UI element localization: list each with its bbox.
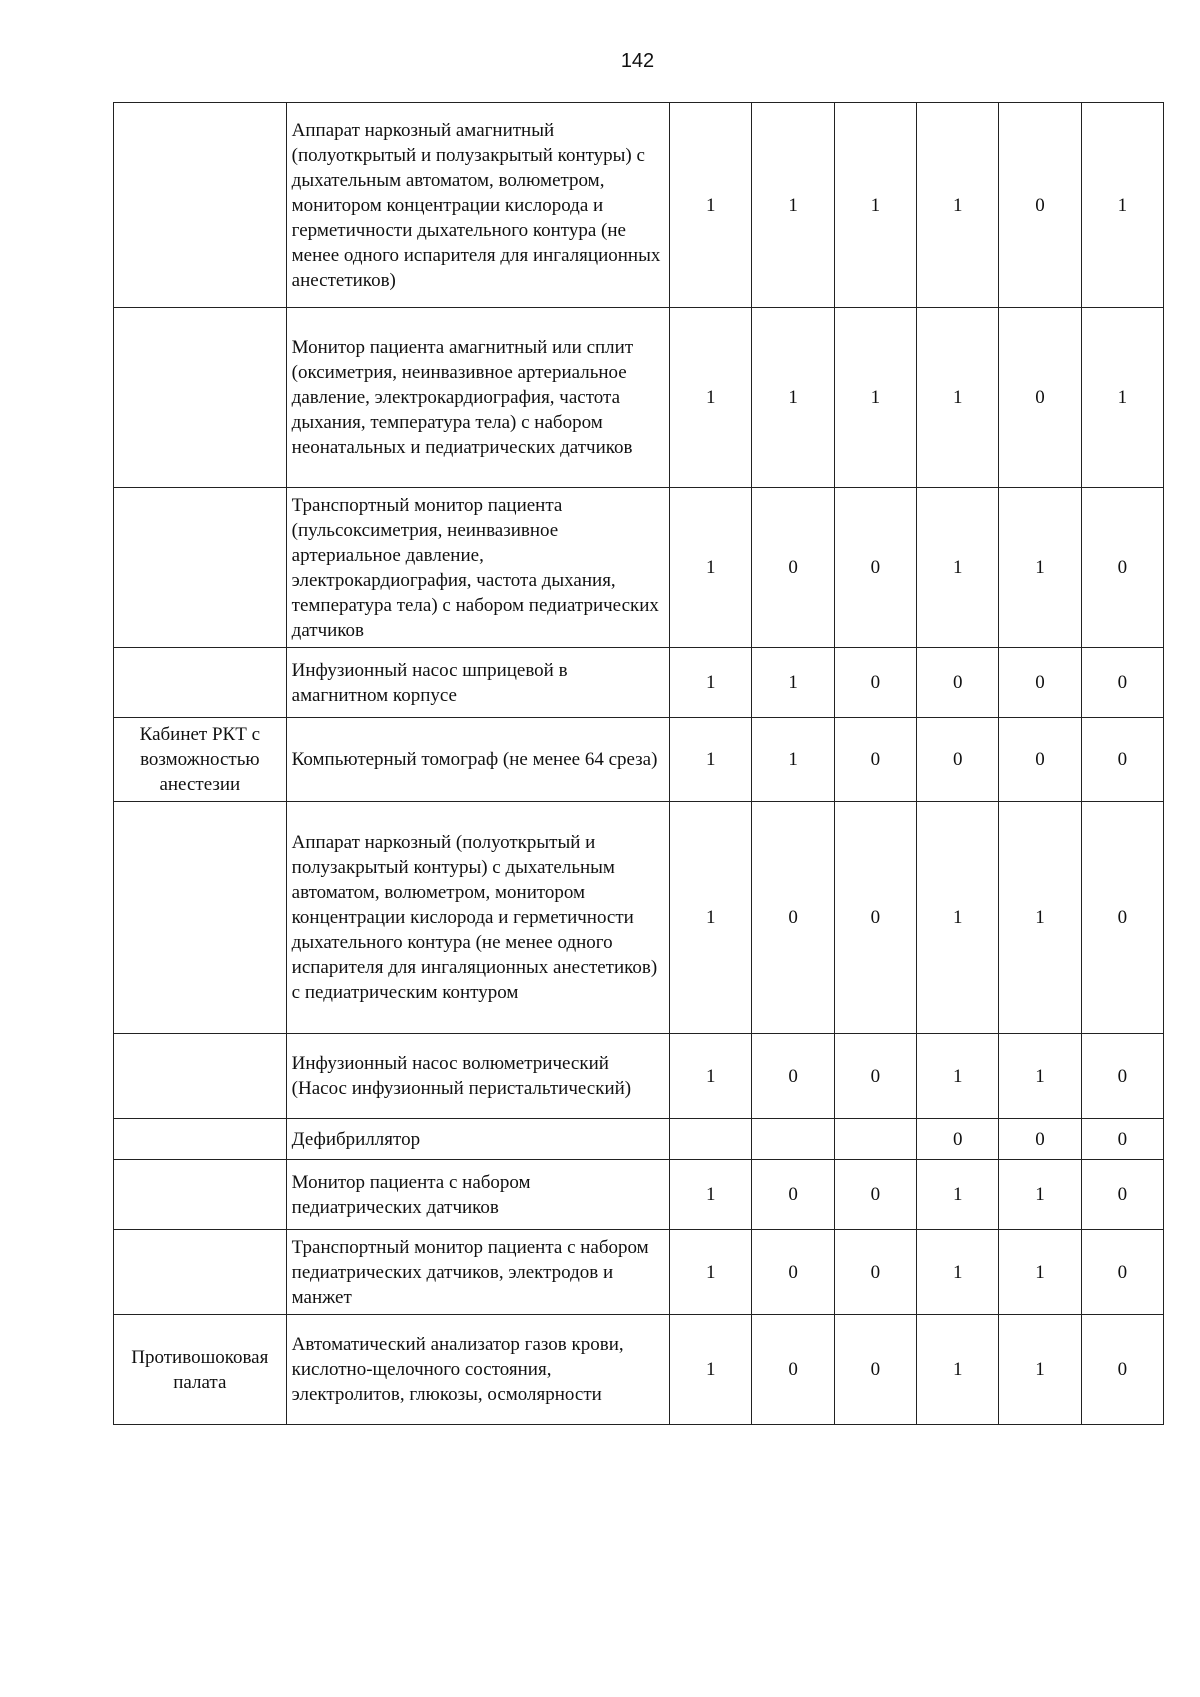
room-cell xyxy=(114,1119,287,1160)
quantity-cell: 0 xyxy=(834,1315,916,1425)
room-cell: Кабинет РКТ с возможностью анестезии xyxy=(114,718,287,802)
table-row xyxy=(114,718,1164,802)
equipment-description-cell: Монитор пациента с набором педиатрических датчиков xyxy=(286,1160,669,1230)
room-cell xyxy=(114,103,287,308)
quantity-cell: 0 xyxy=(999,718,1081,802)
quantity-cell: 0 xyxy=(834,802,916,1034)
quantity-cell: 1 xyxy=(917,802,999,1034)
quantity-cell: 0 xyxy=(999,308,1081,488)
quantity-cell: 0 xyxy=(917,718,999,802)
room-cell xyxy=(114,308,287,488)
room-cell xyxy=(114,648,287,718)
quantity-cell: 1 xyxy=(670,103,752,308)
quantity-cell: 0 xyxy=(1081,1034,1163,1119)
quantity-cell: 1 xyxy=(752,648,834,718)
quantity-cell: 0 xyxy=(1081,1230,1163,1315)
quantity-cell: 0 xyxy=(752,1230,834,1315)
quantity-cell xyxy=(834,1119,916,1160)
quantity-cell: 1 xyxy=(917,1034,999,1119)
room-cell xyxy=(114,1160,287,1230)
quantity-cell: 1 xyxy=(834,308,916,488)
equipment-description-cell: Инфузионный насос шприцевой в амагнитном корпусе xyxy=(286,648,669,718)
equipment-description-cell: Инфузионный насос волюметрический (Насос инфузионный перистальтический) xyxy=(286,1034,669,1119)
table-row xyxy=(114,1034,1164,1119)
equipment-description-cell: Компьютерный томограф (не менее 64 среза) xyxy=(286,718,669,802)
quantity-cell: 0 xyxy=(1081,718,1163,802)
quantity-cell: 1 xyxy=(999,488,1081,648)
quantity-cell: 1 xyxy=(917,1160,999,1230)
quantity-cell: 0 xyxy=(1081,648,1163,718)
room-cell xyxy=(114,1034,287,1119)
quantity-cell: 1 xyxy=(917,1315,999,1425)
table-row xyxy=(114,488,1164,648)
room-cell: Противошоковая палата xyxy=(114,1315,287,1425)
quantity-cell: 1 xyxy=(670,308,752,488)
equipment-description-cell: Автоматический анализатор газов крови, кислотно-щелочного состояния, электролитов, глюкозы, осмолярности xyxy=(286,1315,669,1425)
quantity-cell: 0 xyxy=(999,648,1081,718)
equipment-description-cell: Аппарат наркозный (полуоткрытый и полузакрытый контуры) с дыхательным автоматом, волюметром, монитором концентрации кислорода и герметичности дыхательного контура (не менее одного испарителя для ингаляционных анестетиков) с педиатрическим контуром xyxy=(286,802,669,1034)
quantity-cell: 0 xyxy=(834,718,916,802)
table-row xyxy=(114,103,1164,308)
room-cell xyxy=(114,1230,287,1315)
quantity-cell: 0 xyxy=(752,802,834,1034)
quantity-cell: 1 xyxy=(834,103,916,308)
quantity-cell: 1 xyxy=(999,1315,1081,1425)
quantity-cell: 1 xyxy=(670,1315,752,1425)
quantity-cell: 1 xyxy=(670,488,752,648)
equipment-description-cell: Транспортный монитор пациента с набором педиатрических датчиков, электродов и манжет xyxy=(286,1230,669,1315)
quantity-cell: 0 xyxy=(752,1034,834,1119)
quantity-cell: 1 xyxy=(670,802,752,1034)
table-row xyxy=(114,1315,1164,1425)
quantity-cell: 0 xyxy=(834,1160,916,1230)
quantity-cell: 0 xyxy=(834,648,916,718)
quantity-cell: 1 xyxy=(917,308,999,488)
quantity-cell: 1 xyxy=(917,103,999,308)
quantity-cell: 0 xyxy=(917,648,999,718)
quantity-cell: 1 xyxy=(752,308,834,488)
quantity-cell: 1 xyxy=(999,802,1081,1034)
quantity-cell: 1 xyxy=(1081,103,1163,308)
quantity-cell: 0 xyxy=(752,1160,834,1230)
quantity-cell: 1 xyxy=(999,1034,1081,1119)
equipment-description-cell: Монитор пациента амагнитный или сплит (оксиметрия, неинвазивное артериальное давление, электрокардиография, частота дыхания, температура тела) с набором неонатальных и педиатрических датчиков xyxy=(286,308,669,488)
table-row xyxy=(114,802,1164,1034)
quantity-cell: 0 xyxy=(752,488,834,648)
quantity-cell: 1 xyxy=(917,1230,999,1315)
quantity-cell: 0 xyxy=(752,1315,834,1425)
quantity-cell: 0 xyxy=(834,1034,916,1119)
quantity-cell xyxy=(752,1119,834,1160)
page-number: 142 xyxy=(620,50,655,72)
equipment-description-cell: Транспортный монитор пациента (пульсоксиметрия, неинвазивное артериальное давление, электрокардиография, частота дыхания, температура тела) с набором педиатрических датчиков xyxy=(286,488,669,648)
quantity-cell: 1 xyxy=(752,718,834,802)
quantity-cell xyxy=(670,1119,752,1160)
equipment-table xyxy=(113,102,1164,1425)
quantity-cell: 0 xyxy=(1081,488,1163,648)
quantity-cell: 1 xyxy=(670,1160,752,1230)
quantity-cell: 0 xyxy=(1081,1315,1163,1425)
room-cell xyxy=(114,802,287,1034)
quantity-cell: 1 xyxy=(752,103,834,308)
quantity-cell: 0 xyxy=(834,488,916,648)
table-row xyxy=(114,1230,1164,1315)
table-row xyxy=(114,1119,1164,1160)
quantity-cell: 1 xyxy=(917,488,999,648)
table-row xyxy=(114,308,1164,488)
quantity-cell: 0 xyxy=(917,1119,999,1160)
quantity-cell: 0 xyxy=(1081,1160,1163,1230)
room-cell xyxy=(114,488,287,648)
equipment-description-cell: Аппарат наркозный амагнитный (полуоткрытый и полузакрытый контуры) с дыхательным автоматом, волюметром, монитором концентрации кислорода и герметичности дыхательного контура (не менее одного испарителя для ингаляционных анестетиков) xyxy=(286,103,669,308)
table-body xyxy=(114,103,1164,1425)
quantity-cell: 1 xyxy=(1081,308,1163,488)
table-row xyxy=(114,648,1164,718)
quantity-cell: 0 xyxy=(999,1119,1081,1160)
quantity-cell: 1 xyxy=(670,1034,752,1119)
quantity-cell: 0 xyxy=(1081,802,1163,1034)
quantity-cell: 0 xyxy=(999,103,1081,308)
quantity-cell: 1 xyxy=(670,648,752,718)
quantity-cell: 0 xyxy=(834,1230,916,1315)
quantity-cell: 0 xyxy=(1081,1119,1163,1160)
quantity-cell: 1 xyxy=(999,1160,1081,1230)
quantity-cell: 1 xyxy=(670,1230,752,1315)
quantity-cell: 1 xyxy=(999,1230,1081,1315)
table-row xyxy=(114,1160,1164,1230)
quantity-cell: 1 xyxy=(670,718,752,802)
equipment-description-cell: Дефибриллятор xyxy=(286,1119,669,1160)
